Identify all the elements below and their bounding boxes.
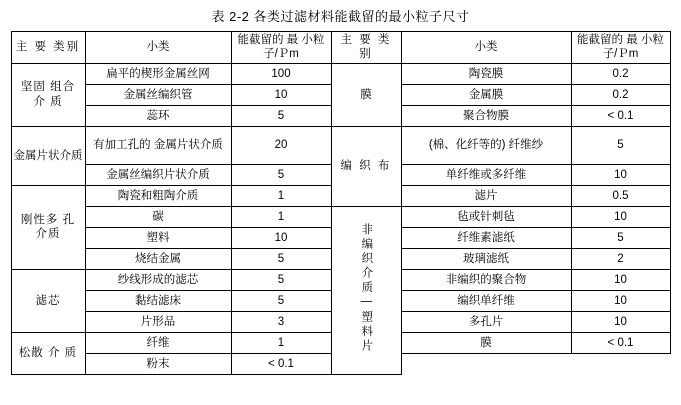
right-size-cell: 10	[571, 290, 670, 311]
right-size-cell: 0.2	[571, 84, 670, 105]
right-size-cell: 10	[571, 269, 670, 290]
filter-media-table	[11, 31, 671, 375]
right-subclass-cell: (棉、化纤等的) 纤维纱	[401, 126, 571, 164]
right-category-cell	[331, 206, 401, 374]
left-subclass-cell: 纱线形成的滤芯	[85, 269, 231, 290]
left-subclass-cell: 有加工孔的 金属片状介质	[85, 126, 231, 164]
right-subclass-cell: 非编织的聚合物	[401, 269, 571, 290]
right-size-cell: 0.2	[571, 63, 670, 84]
right-subclass-cell: 聚合物膜	[401, 105, 571, 126]
left-subclass-cell: 烧结金属	[85, 248, 231, 269]
left-subclass-cell: 金属丝编织管	[85, 84, 231, 105]
left-subclass-cell: 金属丝编织片状介质	[85, 164, 231, 185]
header-right-size: 能截留的 最 小粒子/Ｐm	[571, 32, 670, 64]
right-size-cell: < 0.1	[571, 105, 670, 126]
right-subclass-cell: 陶瓷膜	[401, 63, 571, 84]
right-size-cell: 5	[571, 227, 670, 248]
left-size-cell: 5	[231, 248, 331, 269]
right-subclass-cell: 玻璃滤纸	[401, 248, 571, 269]
header-left-subclass: 小类	[85, 32, 231, 64]
left-size-cell: 10	[231, 227, 331, 248]
left-size-cell: 5	[231, 269, 331, 290]
left-category-cell: 松散 介 质	[11, 332, 85, 374]
left-subclass-cell: 片形品	[85, 311, 231, 332]
left-size-cell: 1	[231, 206, 331, 227]
left-subclass-cell: 纤维	[85, 332, 231, 353]
right-size-cell: 10	[571, 311, 670, 332]
left-size-cell: 5	[231, 105, 331, 126]
left-category-cell: 刚性多 孔 介质	[11, 185, 85, 269]
left-size-cell: 5	[231, 290, 331, 311]
right-subclass-cell: 多孔片	[401, 311, 571, 332]
header-left-size: 能截留的 最 小粒子/Ｐm	[231, 32, 331, 64]
left-subclass-cell: 黏结滤床	[85, 290, 231, 311]
right-category-label: 非编织介质—塑料片	[360, 222, 373, 354]
header-right-subclass: 小类	[401, 32, 571, 64]
left-category-cell: 滤芯	[11, 269, 85, 332]
left-subclass-cell: 碳	[85, 206, 231, 227]
right-size-cell: 5	[571, 126, 670, 164]
right-subclass-cell: 膜	[401, 332, 571, 353]
right-size-cell: 10	[571, 206, 670, 227]
table-header-row	[11, 32, 670, 64]
left-subclass-cell: 陶瓷和粗陶介质	[85, 185, 231, 206]
left-size-cell: 5	[231, 164, 331, 185]
right-subclass-cell: 单纤维或多纤维	[401, 164, 571, 185]
header-right-category: 主 要 类 别	[331, 32, 401, 64]
right-subclass-cell: 毡或针刺毡	[401, 206, 571, 227]
table-row	[11, 126, 670, 164]
left-subclass-cell: 蕊环	[85, 105, 231, 126]
left-size-cell: < 0.1	[231, 353, 331, 374]
right-subclass-cell: 滤片	[401, 185, 571, 206]
left-size-cell: 10	[231, 84, 331, 105]
left-size-cell: 100	[231, 63, 331, 84]
right-category-cell: 编 织 布	[331, 126, 401, 206]
right-size-cell: 2	[571, 248, 670, 269]
table-row	[11, 63, 670, 84]
right-category-cell: 膜	[331, 63, 401, 126]
left-size-cell: 1	[231, 185, 331, 206]
right-size-cell: 10	[571, 164, 670, 185]
left-category-cell: 金属片状介质	[11, 126, 85, 185]
left-size-cell: 3	[231, 311, 331, 332]
right-size-cell: 0.5	[571, 185, 670, 206]
left-subclass-cell: 扁平的楔形金属丝网	[85, 63, 231, 84]
left-subclass-cell: 粉末	[85, 353, 231, 374]
left-subclass-cell: 塑料	[85, 227, 231, 248]
left-category-cell: 坚固 组合 介 质	[11, 63, 85, 126]
left-size-cell: 20	[231, 126, 331, 164]
page-title: 表 2-2 各类过滤材料能截留的最小粒子尺寸	[211, 9, 470, 24]
right-subclass-cell: 纤维素滤纸	[401, 227, 571, 248]
left-size-cell: 1	[231, 332, 331, 353]
right-subclass-cell: 编织单纤维	[401, 290, 571, 311]
table-row	[11, 206, 670, 227]
right-size-cell: < 0.1	[571, 332, 670, 353]
right-subclass-cell: 金属膜	[401, 84, 571, 105]
header-left-category: 主 要 类别	[11, 32, 85, 64]
